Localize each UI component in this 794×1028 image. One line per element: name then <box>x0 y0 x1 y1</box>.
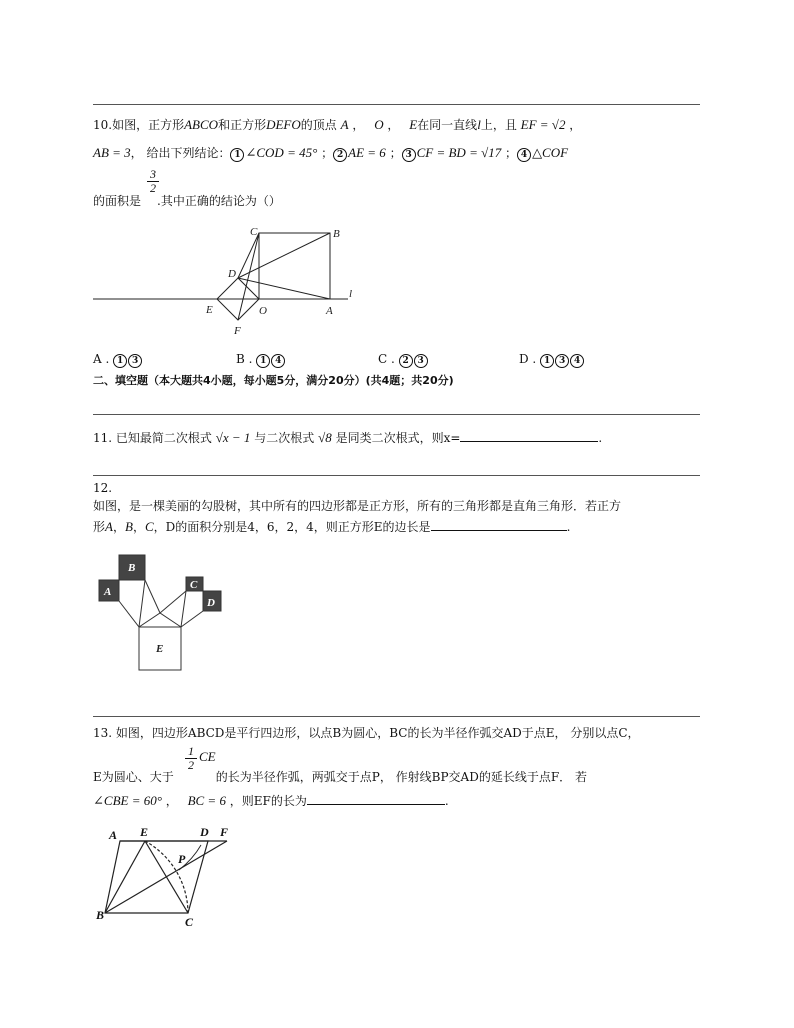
label-o: O <box>259 305 267 317</box>
q12-number: 12. <box>93 481 113 495</box>
square-abco-shape <box>259 233 330 299</box>
label-c: C <box>190 579 198 591</box>
label-p: P <box>178 852 186 866</box>
q13-line1: 13. 如图，四边形ABCD是平行四边形，以点B为圆心，BC的长为半径作弧交AD于点E， 分别以点C， <box>93 726 640 740</box>
label-b: B <box>128 562 136 574</box>
divider-q11 <box>93 414 700 415</box>
divider-q12 <box>93 475 700 476</box>
angle-cbe: ∠CBE = 60° <box>93 793 162 808</box>
label-e: E <box>206 304 213 316</box>
q10-line3: 的面积是 .其中正确的结论为（） <box>93 194 281 208</box>
q13-line2: E为圆心、大于 的长为半径作弧，两弧交于点P， 作射线BP交AD的延长线于点F． 若 <box>93 770 587 784</box>
label-l: l <box>349 288 353 300</box>
q10-line2: AB = 3， 给出下列结论： 1 ∠COD = 45° ； 2 AE = 6 ； 3 CF = BD = √17 ； 4 △COF <box>93 145 569 160</box>
label-e: E <box>140 825 149 839</box>
option-a[interactable]: A . 1 3 <box>93 352 143 368</box>
parallelogram-figure <box>93 823 243 933</box>
label-a: A <box>326 305 333 317</box>
circled-1-icon: 1 <box>230 148 244 162</box>
circled-4-icon: 4 <box>517 148 531 162</box>
q11-line: 11. 已知最简二次根式 √x − 1 与二次根式 √8 是同类二次根式，则x= . <box>93 430 603 445</box>
option-d[interactable]: D . 1 3 4 <box>519 352 585 368</box>
q10-ef: EF = √2 <box>520 117 566 132</box>
q10-line1: 10.如图，正方形ABCO和正方形DEFO的顶点 A ， O ， E在同一直线l上，且 EF = √2 ， <box>93 117 582 132</box>
q10-fraction: 3 2 <box>147 168 159 195</box>
radical-x-minus-1: √x − 1 <box>215 430 251 445</box>
q13-line3: ∠CBE = 60° ， BC = 6 ，则EF的长为 . <box>93 793 449 808</box>
label-c: C <box>185 915 194 929</box>
label-f: F <box>220 825 229 839</box>
label-d: D <box>207 597 215 609</box>
length-bc: BC = 6 <box>187 793 226 808</box>
section-heading: 二、填空题（本大题共4小题，每小题5分，满分20分）(共4题；共20分) <box>93 374 454 387</box>
pythagoras-tree-figure <box>93 548 233 678</box>
q13-ce: CE <box>199 749 216 764</box>
label-a: A <box>109 828 118 842</box>
q12-answer-blank[interactable] <box>431 530 567 531</box>
circled-2-icon: 2 <box>333 148 347 162</box>
q13-answer-blank[interactable] <box>307 804 445 805</box>
q12-line2: 形A，B，C，D的面积分别是4，6，2，4，则正方形E的边长是 . <box>93 519 571 534</box>
q10-ab: AB = 3 <box>93 145 131 160</box>
label-d: D <box>200 825 209 839</box>
option-b[interactable]: B . 1 4 <box>236 352 286 368</box>
label-b: B <box>333 228 340 240</box>
square-abco: ABCO <box>184 117 219 132</box>
q10-number: 10. <box>93 118 113 132</box>
label-f: F <box>234 325 241 337</box>
label-c: C <box>250 226 258 238</box>
label-d: D <box>228 268 236 280</box>
q13-fraction: 1 2 <box>185 745 197 772</box>
divider-q10 <box>93 104 700 105</box>
parallelogram-abcd <box>105 841 208 913</box>
q10-figure <box>93 225 373 345</box>
circled-3-icon: 3 <box>402 148 416 162</box>
q12-line1: 如图，是一棵美丽的勾股树，其中所有的四边形都是正方形，所有的三角形都是直角三角形．若正方 <box>93 499 622 513</box>
label-b: B <box>96 908 105 922</box>
option-c[interactable]: C . 2 3 <box>378 352 429 368</box>
square-defo: DEFO <box>266 117 301 132</box>
divider-q13 <box>93 716 700 717</box>
q11-answer-blank[interactable] <box>460 441 598 442</box>
label-a: A <box>104 586 112 598</box>
label-e: E <box>156 643 164 655</box>
radical-8: √8 <box>318 430 332 445</box>
